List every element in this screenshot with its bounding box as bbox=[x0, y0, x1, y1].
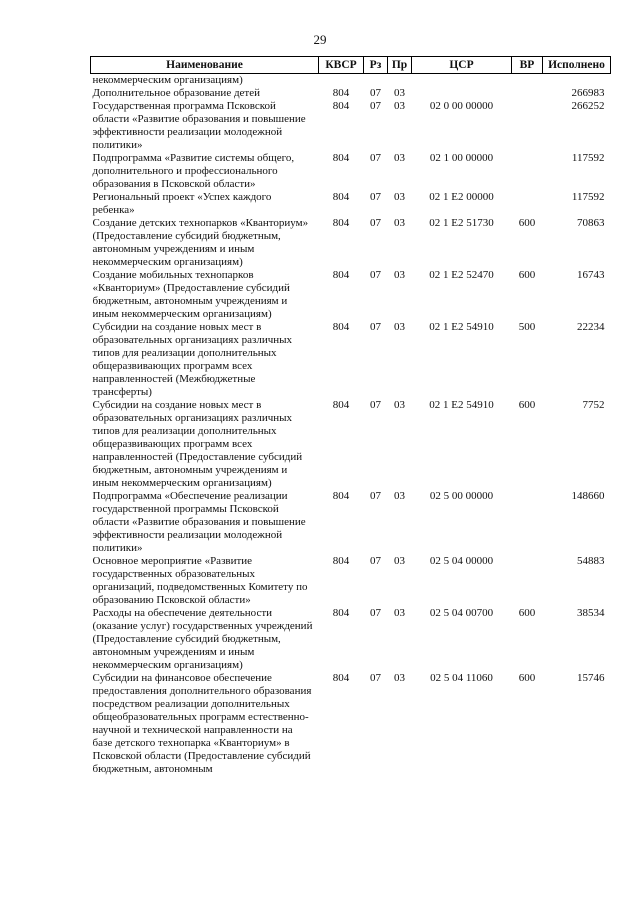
row-vr bbox=[512, 74, 543, 88]
row-csr: 02 5 04 11060 bbox=[430, 672, 493, 684]
row-vr bbox=[512, 555, 543, 607]
table-row bbox=[91, 490, 611, 555]
row-csr: 02 1 E2 00000 bbox=[429, 191, 494, 203]
row-pr bbox=[388, 74, 412, 88]
row-amount: 7752 bbox=[582, 399, 605, 411]
table-row bbox=[91, 100, 611, 152]
row-kvsr bbox=[319, 74, 364, 88]
row-rz: 07 bbox=[370, 490, 381, 502]
row-rz: 07 bbox=[370, 321, 381, 333]
row-pr: 03 bbox=[394, 87, 405, 99]
row-name: Создание детских технопарков «Кванториум» (Предоставление субсидий бюджетным, автономным учреждениям и иным некоммерческим организациям) bbox=[92, 217, 309, 268]
row-rz: 07 bbox=[370, 217, 381, 229]
row-name: некоммерческим организациям) bbox=[92, 74, 243, 86]
table-row bbox=[91, 321, 611, 399]
row-pr: 03 bbox=[394, 321, 405, 333]
row-rz: 07 bbox=[370, 191, 381, 203]
row-kvsr: 804 bbox=[332, 87, 350, 99]
row-rz: 07 bbox=[370, 672, 381, 684]
table-row bbox=[91, 191, 611, 217]
row-vr: 500 bbox=[518, 321, 536, 333]
row-amount: 266252 bbox=[571, 100, 605, 112]
row-name: Подпрограмма «Развитие системы общего, дополнительного и профессионального образования в Псковской области» bbox=[92, 152, 295, 190]
row-rz: 07 bbox=[370, 100, 381, 112]
row-vr bbox=[512, 87, 543, 100]
row-amount: 148660 bbox=[571, 490, 605, 502]
row-csr: 02 5 04 00000 bbox=[429, 555, 494, 567]
row-amount: 22234 bbox=[577, 321, 605, 333]
header-kvsr: КВСР bbox=[319, 57, 364, 74]
row-rz: 07 bbox=[370, 607, 381, 619]
row-name: Подпрограмма «Обеспечение реализации государственной программы Псковской области «Развитие образования и повышение эффективности реализации молодежной политики» bbox=[92, 490, 306, 554]
row-name: Создание мобильных технопарков «Кванториум» (Предоставление субсидий бюджетным, автономным учреждениям и иным некоммерческим организациям) bbox=[92, 269, 290, 320]
row-pr: 03 bbox=[394, 100, 405, 112]
row-rz bbox=[364, 74, 388, 88]
row-kvsr: 804 bbox=[332, 269, 350, 281]
row-csr: 02 5 00 00000 bbox=[429, 490, 494, 502]
row-csr: 02 1 E2 51730 bbox=[429, 217, 494, 229]
row-pr: 03 bbox=[394, 607, 405, 619]
row-rz: 07 bbox=[370, 399, 381, 411]
row-vr: 600 bbox=[518, 607, 536, 619]
header-csr: ЦСР bbox=[412, 57, 512, 74]
row-kvsr: 804 bbox=[332, 100, 350, 112]
row-vr bbox=[512, 490, 543, 555]
row-vr bbox=[512, 100, 543, 152]
page-number: 29 bbox=[313, 32, 327, 47]
row-pr: 03 bbox=[394, 217, 405, 229]
row-pr: 03 bbox=[394, 152, 405, 164]
row-kvsr: 804 bbox=[332, 152, 350, 164]
row-name: Расходы на обеспечение деятельности (оказание услуг) государственных учреждений (Предоставление субсидий бюджетным, автономным учреждениям и иным некоммерческим организациям) bbox=[92, 607, 313, 671]
table-row bbox=[91, 87, 611, 100]
row-kvsr: 804 bbox=[332, 217, 350, 229]
table-row bbox=[91, 152, 611, 191]
row-kvsr: 804 bbox=[332, 490, 350, 502]
row-kvsr: 804 bbox=[332, 555, 350, 567]
header-executed: Исполнено bbox=[543, 57, 611, 74]
row-rz: 07 bbox=[370, 152, 381, 164]
table-row bbox=[91, 217, 611, 269]
row-amount: 38534 bbox=[577, 607, 605, 619]
row-pr: 03 bbox=[394, 191, 405, 203]
row-csr: 02 0 00 00000 bbox=[429, 100, 494, 112]
row-kvsr: 804 bbox=[332, 399, 350, 411]
row-vr: 600 bbox=[518, 672, 536, 684]
row-vr: 600 bbox=[518, 217, 536, 229]
header-vr: ВР bbox=[512, 57, 543, 74]
row-rz: 07 bbox=[370, 87, 381, 99]
table-row bbox=[91, 607, 611, 672]
header-name: Наименование bbox=[91, 57, 319, 74]
row-amount: 54883 bbox=[577, 555, 605, 567]
row-amount: 117592 bbox=[571, 191, 605, 203]
row-kvsr: 804 bbox=[332, 191, 350, 203]
row-kvsr: 804 bbox=[332, 607, 350, 619]
row-amount: 117592 bbox=[571, 152, 605, 164]
row-csr: 02 1 E2 54910 bbox=[429, 321, 494, 333]
row-name: Государственная программа Псковской области «Развитие образования и повышение эффективности реализации молодежной политики» bbox=[92, 100, 306, 151]
row-csr: 02 1 E2 54910 bbox=[429, 399, 494, 411]
row-csr: 02 1 00 00000 bbox=[429, 152, 494, 164]
row-name: Субсидии на создание новых мест в образовательных организациях различных типов для реализации дополнительных общеразвивающих программ всех направленностей (Межбюджетные трансферты) bbox=[92, 321, 293, 398]
row-rz: 07 bbox=[370, 269, 381, 281]
row-pr: 03 bbox=[394, 269, 405, 281]
table-row bbox=[91, 555, 611, 607]
table-header-row bbox=[91, 57, 611, 74]
row-pr: 03 bbox=[394, 555, 405, 567]
table-row bbox=[91, 269, 611, 321]
row-csr bbox=[412, 74, 512, 88]
row-kvsr: 804 bbox=[332, 321, 350, 333]
row-rz: 07 bbox=[370, 555, 381, 567]
row-csr bbox=[412, 87, 512, 100]
row-pr: 03 bbox=[394, 672, 405, 684]
row-kvsr: 804 bbox=[332, 672, 350, 684]
row-amount: 70863 bbox=[577, 217, 605, 229]
row-name: Субсидии на создание новых мест в образовательных организациях различных типов для реализации дополнительных общеразвивающих программ всех направленностей (Предоставление субсидий бюджетным, автономным учреждениям и иным некоммерческим организациям) bbox=[92, 399, 303, 489]
table-row bbox=[91, 399, 611, 490]
row-name: Дополнительное образование детей bbox=[92, 87, 261, 99]
row-csr: 02 1 E2 52470 bbox=[429, 269, 494, 281]
row-pr: 03 bbox=[394, 490, 405, 502]
budget-execution-table bbox=[90, 56, 611, 776]
table-row bbox=[91, 74, 611, 88]
row-csr: 02 5 04 00700 bbox=[429, 607, 494, 619]
row-name: Региональный проект «Успех каждого ребенка» bbox=[92, 191, 272, 216]
row-name: Субсидии на финансовое обеспечение предоставления дополнительного образования посредством реализации дополнительных общеобразовательных программ естественно-научной и технической направленности на базе детского технопарка «Кванториум» в Псковской области (Предоставление субсидий бюджетным, автономным bbox=[92, 672, 312, 775]
row-pr: 03 bbox=[394, 399, 405, 411]
row-amount: 16743 bbox=[577, 269, 605, 281]
row-name: Основное мероприятие «Развитие государственных образовательных организаций, подведомственных Комитету по образованию Псковской области» bbox=[92, 555, 308, 606]
row-vr: 600 bbox=[518, 399, 536, 411]
row-vr bbox=[512, 191, 543, 217]
header-pr: Пр bbox=[388, 57, 412, 74]
table-row bbox=[91, 672, 611, 776]
row-amount: 266983 bbox=[571, 87, 605, 99]
header-rz: Рз bbox=[364, 57, 388, 74]
row-vr: 600 bbox=[518, 269, 536, 281]
row-vr bbox=[512, 152, 543, 191]
row-amount bbox=[543, 74, 611, 88]
row-amount: 15746 bbox=[577, 672, 605, 684]
